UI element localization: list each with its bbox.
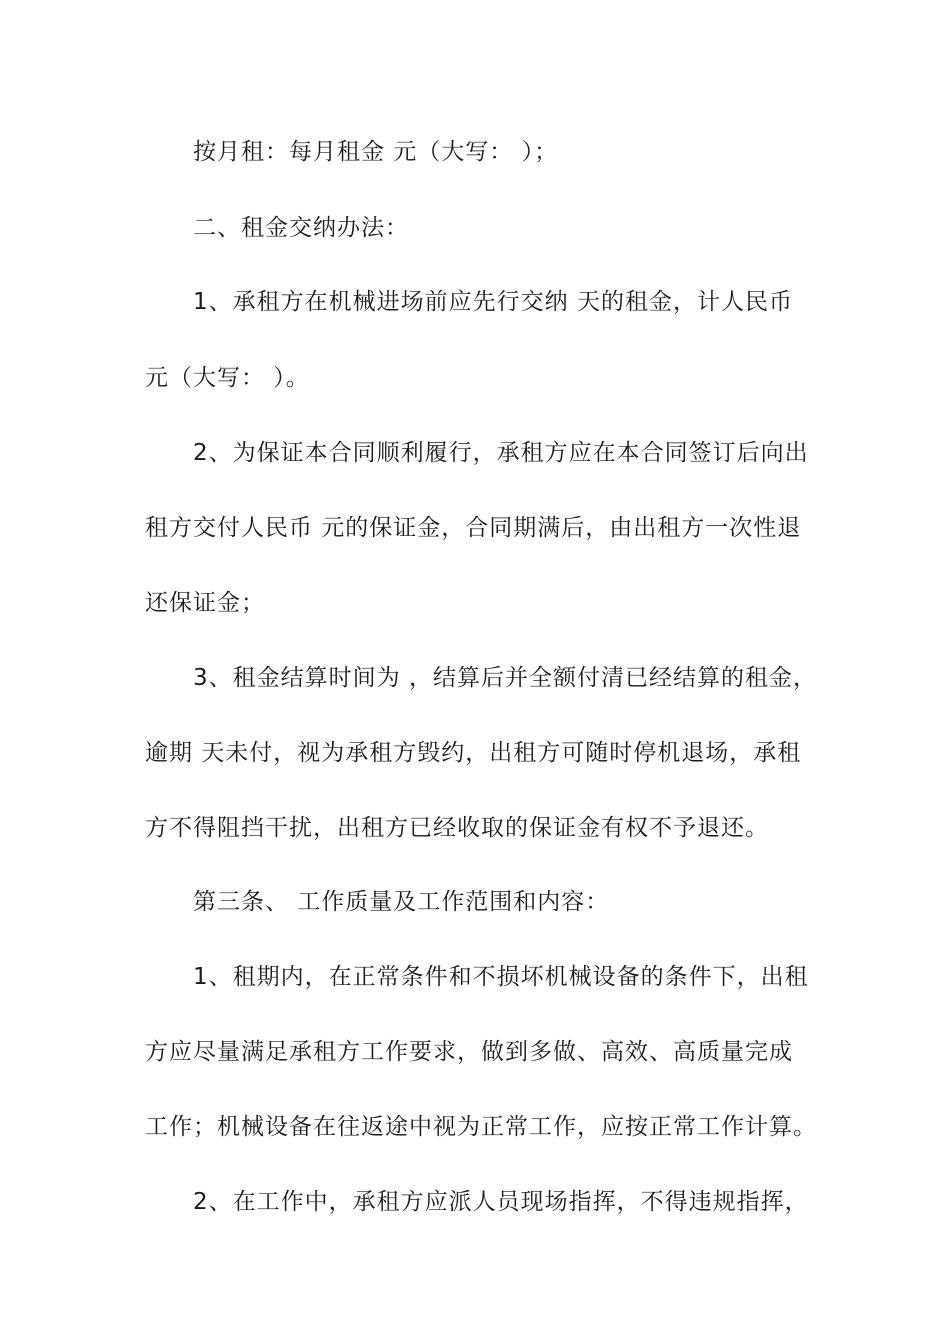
paragraph-monthly-rent: 按月租：每月租金 元（大写： ）； <box>193 139 559 165</box>
clause-2-line-3: 还保证金； <box>145 590 265 616</box>
clause-1-line-2: 元（大写： ）。 <box>145 365 310 391</box>
article-3-clause-1-line-2: 方应尽量满足承租方工作要求，做到多做、高效、高质量完成 <box>145 1039 793 1065</box>
clause-3-line-2: 逾期 天未付，视为承租方毁约，出租方可随时停机退场，承租 <box>145 740 802 766</box>
clause-2-line-1: 2、为保证本合同顺利履行，承租方应在本合同签订后向出 <box>193 440 809 466</box>
clause-3-line-1: 3、租金结算时间为 ，结算后并全额付清已经结算的租金， <box>193 665 817 691</box>
article-3-clause-1-line-1: 1、租期内，在正常条件和不损坏机械设备的条件下，出租 <box>193 964 809 990</box>
section-heading-payment-method: 二、租金交纳办法： <box>193 215 409 241</box>
clause-2-line-2: 租方交付人民币 元的保证金，合同期满后，由出租方一次性退 <box>145 515 802 541</box>
article-3-clause-1-line-3: 工作；机械设备在往返途中视为正常工作，应按正常工作计算。 <box>145 1114 817 1140</box>
article-3-clause-2-line-1: 2、在工作中，承租方应派人员现场指挥，不得违规指挥， <box>193 1189 809 1215</box>
article-3-heading: 第三条、 工作质量及工作范围和内容： <box>193 889 610 915</box>
clause-1-line-1: 1、承租方在机械进场前应先行交纳 天的租金，计人民币 <box>193 289 793 315</box>
clause-3-line-3: 方不得阻挡干扰，出租方已经收取的保证金有权不予退还。 <box>145 815 769 841</box>
